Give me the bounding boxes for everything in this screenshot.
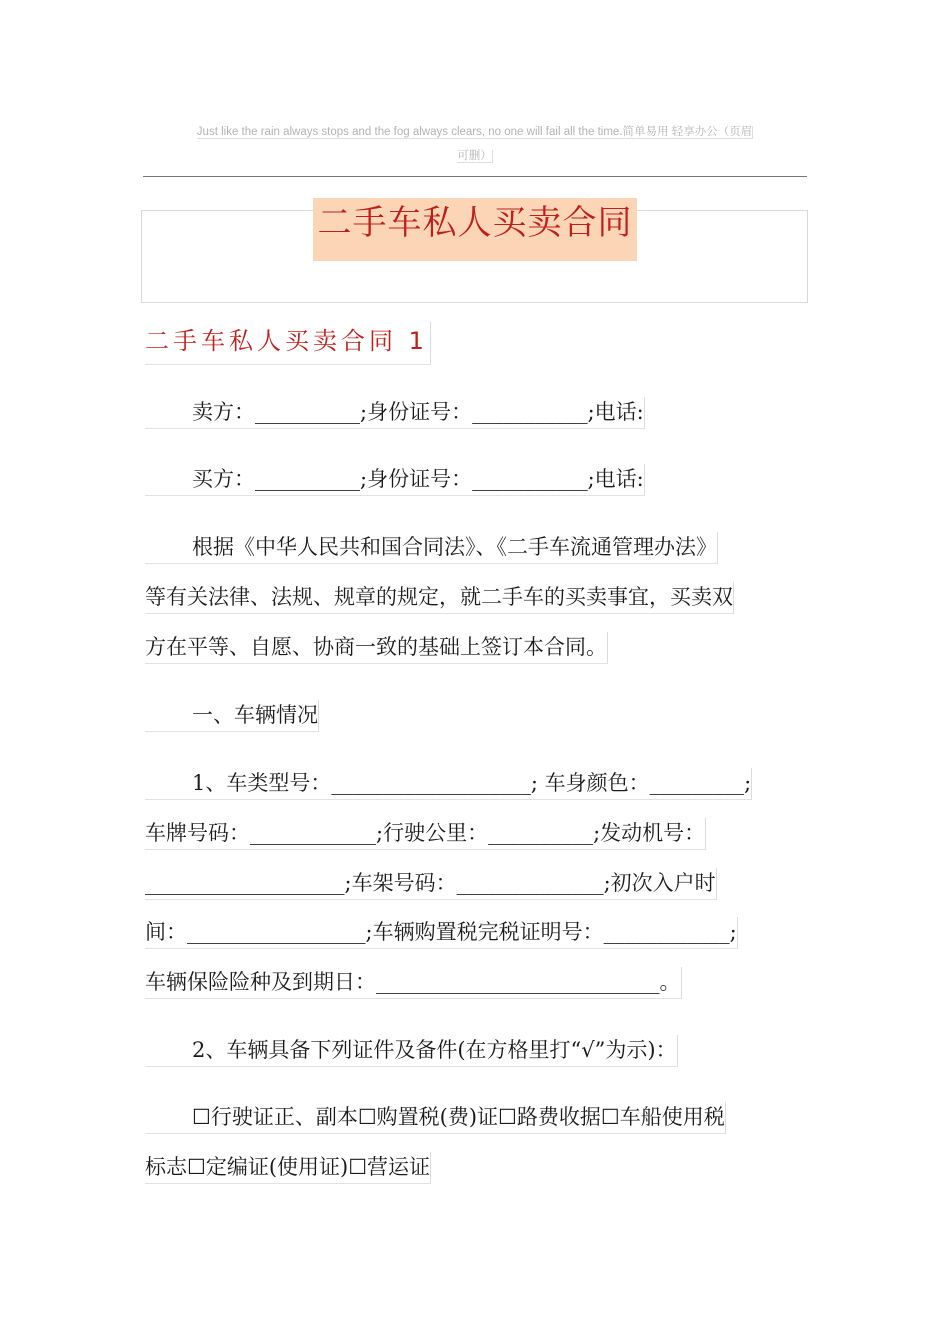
checkbox-list-line: 标志☐定编证(使用证)☐营运证 xyxy=(145,1152,431,1184)
buyer-info-line: 买方：__________;身份证号：___________;电话: xyxy=(145,464,645,496)
vehicle-info-line: 间：_________________;车辆购置税完税证明号：____________; xyxy=(145,917,738,949)
vehicle-info-line: 车牌号码：____________;行驶公里：__________;发动机号： xyxy=(145,818,706,850)
document-title: 二手车私人买卖合同 xyxy=(313,198,637,261)
header-text-line1: Just like the rain always stops and the fog always clears, no one will fail all the time.简单易用 轻享办公（页眉 xyxy=(196,126,753,138)
section-heading: 二手车私人买卖合同 1 xyxy=(145,322,431,365)
documents-clause-line: 2、车辆具备下列证件及备件(在方格里打“√”为示)： xyxy=(145,1035,678,1067)
checkbox-list-line: ☐行驶证正、副本☐购置税(费)证☐路费收据☐车船使用税 xyxy=(145,1102,726,1134)
header-divider xyxy=(143,176,807,177)
page-header xyxy=(145,120,805,168)
vehicle-info-line: 1、车类型号：___________________; 车身颜色：_________; xyxy=(145,768,752,800)
seller-info-line: 卖方：__________;身份证号：___________;电话: xyxy=(145,397,645,429)
paragraph-line: 方在平等、自愿、协商一致的基础上签订本合同。 xyxy=(145,632,608,664)
header-text-line2: 可删） xyxy=(457,150,492,162)
vehicle-info-line: 车辆保险险种及到期日：___________________________。 xyxy=(145,967,682,999)
vehicle-info-line: ___________________;车架号码：______________;初次入户时 xyxy=(145,868,717,900)
clause-heading: 一、车辆情况 xyxy=(145,700,319,732)
paragraph-line: 等有关法律、法规、规章的规定，就二手车的买卖事宜，买卖双 xyxy=(145,582,734,614)
paragraph-line: 根据《中华人民共和国合同法》、《二手车流通管理办法》 xyxy=(145,532,718,564)
